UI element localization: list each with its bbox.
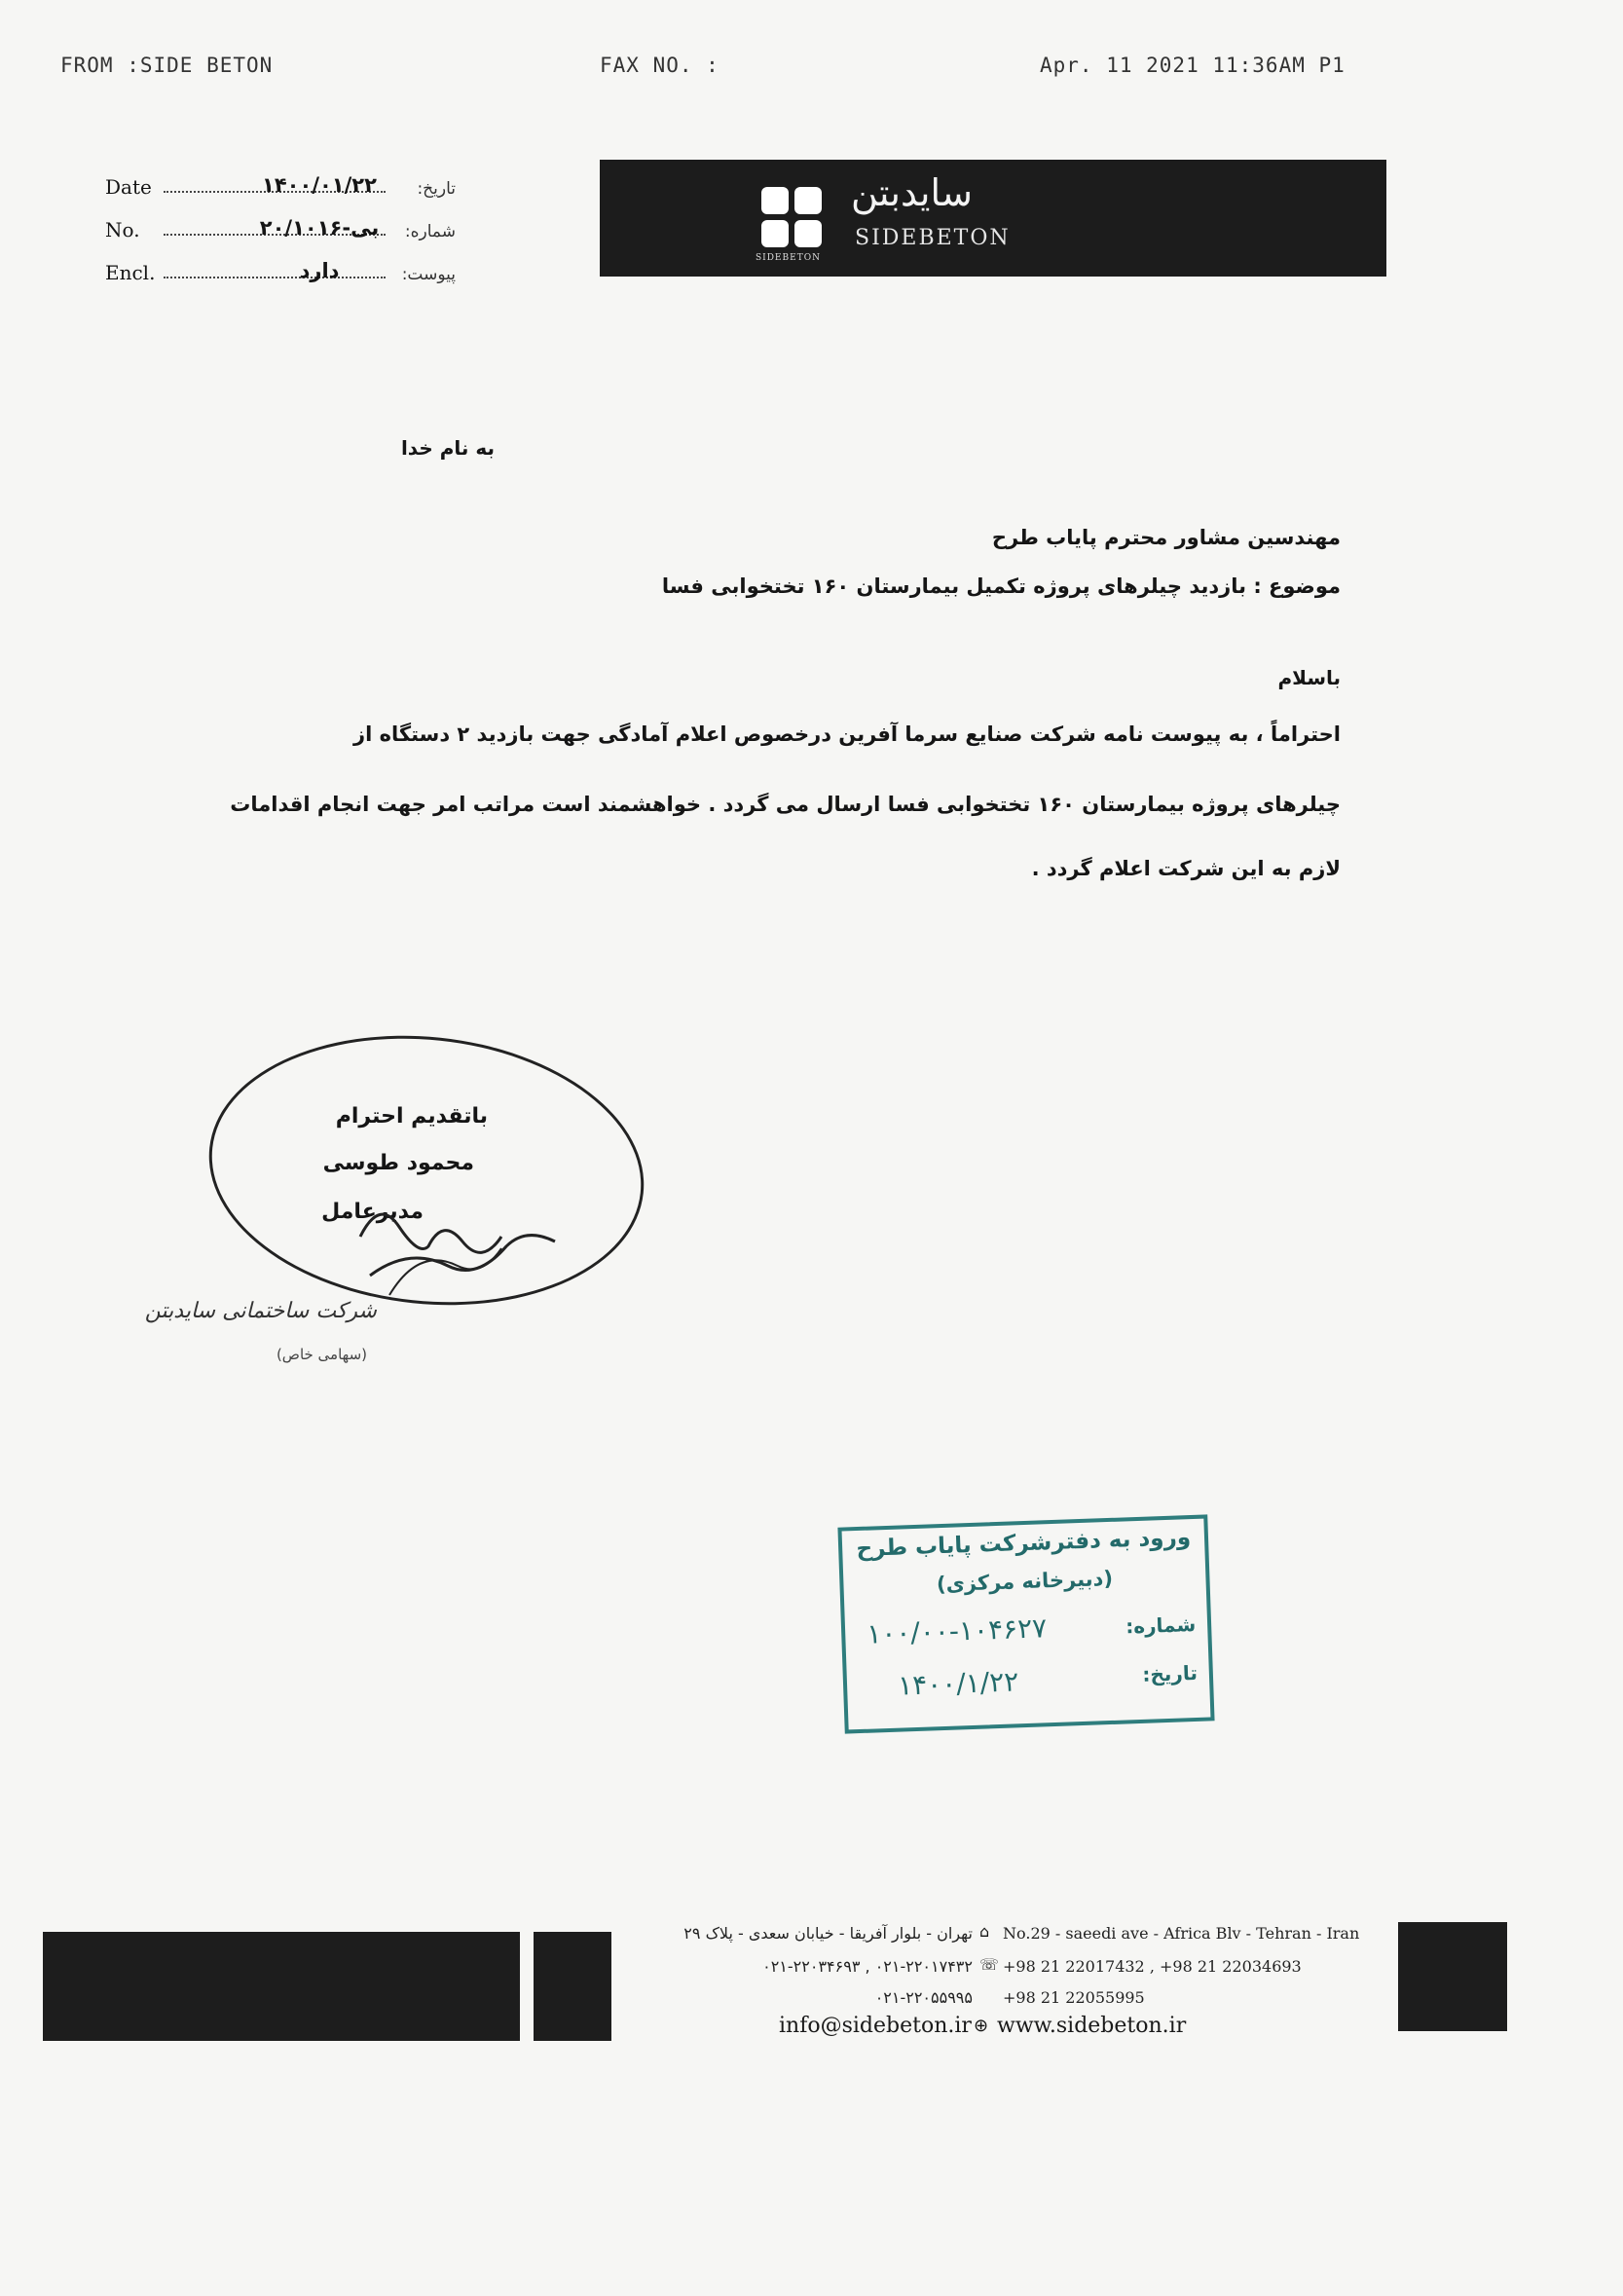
signature-company-type: (سهامی خاص)	[276, 1346, 367, 1363]
footer-phone-fa: ۰۲۱-۲۲۰۱۷۴۳۲ , ۰۲۱-۲۲۰۳۴۶۹۳	[762, 1957, 973, 1976]
meta-date-row	[105, 167, 456, 203]
enclosure-label-en: Encl.	[105, 261, 156, 284]
letter-body-line-3: لازم به این شرکت اعلام گردد .	[1031, 857, 1341, 880]
stamp-date-label: تاریخ:	[1141, 1660, 1199, 1686]
footer-phone-en: +98 21 22017432 , +98 21 22034693	[1003, 1957, 1302, 1976]
fax-from: FROM :SIDE BETON	[60, 54, 274, 77]
meta-enclosure-row	[105, 253, 456, 288]
phone-icon: ☏	[979, 1955, 1000, 1974]
letter-greeting: باسلام	[1277, 666, 1341, 689]
number-label-en: No.	[105, 218, 140, 241]
stamp-number-value: ۱۰۰/۰۰-۱۰۴۶۲۷	[866, 1611, 1048, 1650]
logo-name-en: SIDEBETON	[855, 226, 1011, 250]
letterhead-logo-bar	[600, 160, 1386, 277]
sidebeton-logo-icon	[761, 187, 822, 247]
letter-body-line-2: چیلرهای پروژه بیمارستان ۱۶۰ تختخوابی فسا ارسال می گردد . خواهشمند است مراتب امر جهت انجام اقدامات	[230, 793, 1341, 816]
footer-dark-bar-right	[1398, 1922, 1507, 2031]
footer-fax-fa: ۰۲۱-۲۲۰۵۵۹۹۵	[874, 1988, 973, 2007]
home-icon: ⌂	[979, 1922, 990, 1941]
fax-number: FAX NO. :	[600, 54, 719, 77]
signature-company-handwritten: شرکت ساختمانی سایدبتن	[144, 1299, 377, 1323]
stamp-date-value: ۱۴۰۰/۱/۲۲	[897, 1665, 1019, 1702]
enclosure-label-fa: پیوست:	[401, 265, 456, 284]
enclosure-value: دارد	[299, 259, 340, 282]
letter-heading: به نام خدا	[400, 436, 496, 460]
letter-subject: موضوع : بازدید چیلرهای پروژه تکمیل بیمارستان ۱۶۰ تختخوابی فسا	[661, 574, 1341, 598]
footer-email: info@sidebeton.ir	[779, 2014, 972, 2038]
logo-tiny-text: SIDEBETON	[756, 253, 821, 263]
footer-dark-bar-small	[534, 1932, 611, 2041]
stamp-title: ورود به دفترشرکت پایاب طرح	[856, 1525, 1192, 1563]
signature-name: محمود طوسی	[322, 1151, 474, 1175]
date-label-fa: تاریخ:	[417, 179, 456, 199]
handwritten-signature-icon	[331, 1178, 604, 1315]
number-label-fa: شماره:	[404, 222, 456, 241]
stamp-number-label: شماره:	[1125, 1611, 1197, 1639]
incoming-stamp	[837, 1514, 1214, 1733]
footer-fax-en: +98 21 22055995	[1003, 1988, 1145, 2007]
footer-address-fa: تهران - بلوار آفریقا - خیابان سعدی - پلاک ۲۹	[683, 1924, 973, 1943]
stamp-subtitle: (دبیرخانه مرکزی)	[936, 1566, 1114, 1597]
fax-datetime: Apr. 11 2021 11:36AM P1	[1040, 54, 1346, 77]
signature-title: مدیرعامل	[321, 1200, 424, 1224]
signature-closing: باتقدیم احترام	[335, 1104, 488, 1129]
number-value: ۲۰/۱۰۱۶-بی	[259, 216, 380, 240]
footer-address-en: No.29 - saeedi ave - Africa Blv - Tehran - Iran	[1003, 1924, 1360, 1943]
letter-recipient: مهندسین مشاور محترم پایاب طرح	[991, 526, 1341, 549]
footer-website: www.sidebeton.ir	[997, 2014, 1187, 2038]
meta-number-row	[105, 210, 456, 245]
date-label-en: Date	[105, 175, 152, 199]
footer-dark-bar-left	[43, 1932, 520, 2041]
letter-body-line-1: احتراماً ، به پیوست نامه شرکت صنایع سرما آفرین درخصوص اعلام آمادگی جهت بازدید ۲ دستگاه از	[353, 722, 1341, 746]
logo-name-fa: سایدبتن	[851, 171, 973, 214]
date-value: ۱۴۰۰/۰۱/۲۲	[262, 173, 377, 197]
globe-icon: ⊕	[974, 2016, 989, 2036]
